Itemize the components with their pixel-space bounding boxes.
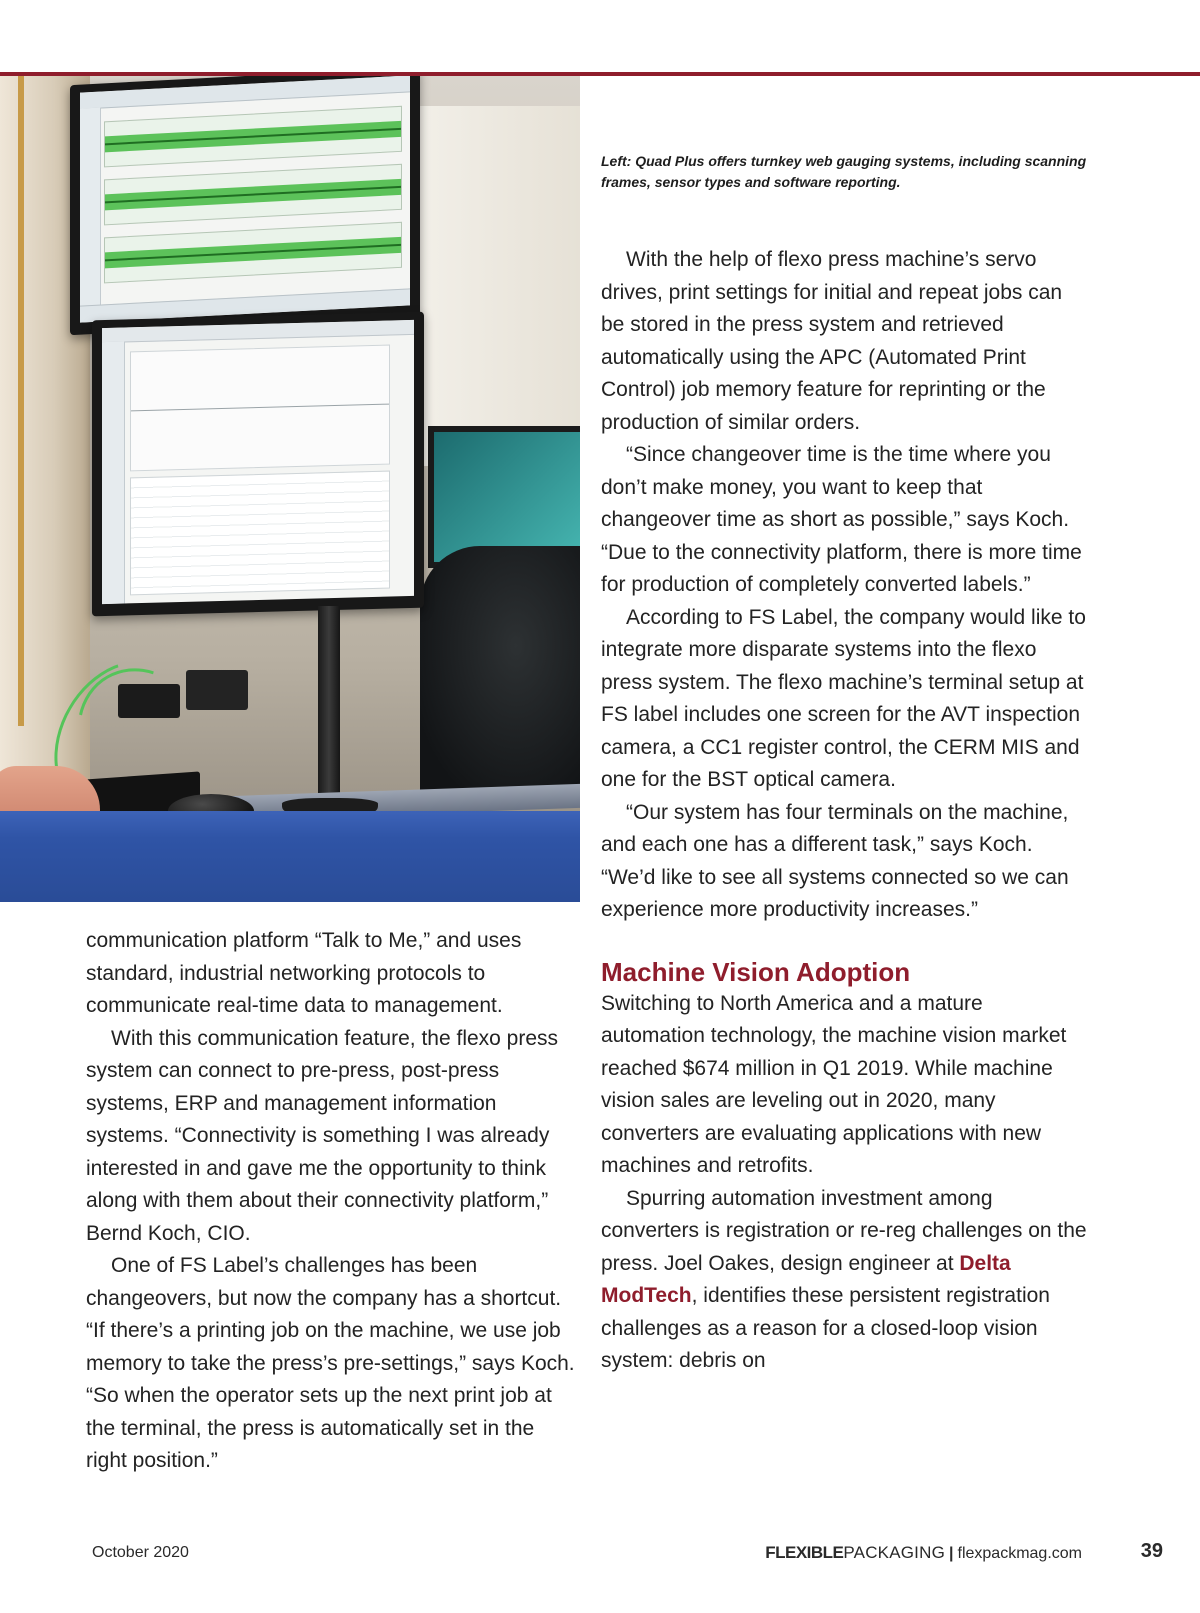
top-monitor: [70, 76, 420, 335]
company-link[interactable]: Delta ModTech: [601, 1251, 1011, 1307]
paragraph: “Since changeover time is the time where you don’t make money, you want to keep that changeover time as short as possible,” says Koch. “Due to the connectivity platform, there is more time for production of completely converted labels.”: [601, 443, 1082, 596]
page-number: 39: [1140, 1540, 1163, 1562]
article-photo: [0, 76, 580, 902]
page-footer: [0, 1540, 1200, 1566]
magazine-name-bold: FLEXIBLE: [765, 1543, 844, 1562]
issue-date: October 2020: [92, 1544, 189, 1561]
paragraph: According to FS Label, the company would like to integrate more disparate systems into the flexo press system. The flexo machine’s terminal setup at FS label includes one screen for the AVT inspection camera, a CC1 register control, the CERM MIS and one for the BST optical camera.: [601, 605, 1086, 791]
left-column: [86, 925, 576, 1478]
booth-wall: [420, 106, 580, 466]
magazine-name: [765, 1543, 1082, 1563]
right-column: [601, 244, 1091, 1378]
software-toolbar: [102, 320, 414, 343]
gauge-trace: [104, 164, 402, 226]
software-sidebar: [102, 341, 125, 604]
photo-caption: Left: Quad Plus offers turnkey web gauging systems, including scanning frames, sensor types and software reporting.: [601, 153, 1087, 190]
footer-separator: |: [949, 1545, 954, 1562]
network-device: [118, 684, 180, 718]
software-sidebar: [80, 108, 101, 323]
gauge-trace: [104, 222, 402, 284]
paragraph: communication platform “Talk to Me,” and uses standard, industrial networking protocols to communicate real-time data to management.: [86, 929, 522, 1017]
paragraph-text: Spurring automation investment among converters is registration or re-reg challenges on the press. Joel Oakes, design engineer at: [601, 1186, 1087, 1275]
monitor-stand-base: [282, 798, 378, 812]
paragraph: With this communication feature, the flexo press system can connect to pre-press, post-press systems, ERP and management information systems. “Connectivity is something I was already interested in and gave me the opportunity to think along with them about their connectivity platform,” Bernd Koch, CIO.: [86, 1026, 559, 1245]
paragraph: One of FS Label’s challenges has been changeovers, but now the company has a shortcut. “If there’s a printing job on the machine, we use job memory to take the press’s pre-settings,” says Koch. “So when the operator sets up the next print job at the terminal, the press is automatically set in the right position.”: [86, 1254, 575, 1472]
report-software-screen: [102, 320, 414, 604]
booth-column-stripe: [18, 76, 24, 726]
plot-pane: [130, 345, 390, 472]
network-device: [186, 670, 248, 710]
paragraph-text: , identifies these persistent registration challenges as a reason for a closed-loop vision system: debris on: [601, 1284, 1050, 1372]
data-grid: [130, 471, 390, 596]
paragraph: Switching to North America and a mature automation technology, the machine vision market reached $674 million in Q1 2019. While machine vision sales are leveling out in 2020, many converters are evaluating applications with new machines and retrofits.: [601, 991, 1067, 1177]
software-toolbar: [80, 76, 410, 110]
magazine-name-regular: PACKAGING: [843, 1543, 946, 1562]
paragraph: [601, 1183, 1091, 1378]
gauge-trace: [104, 106, 402, 168]
paragraph: “Our system has four terminals on the machine, and each one has a different task,” says Koch. “We’d like to see all systems connected so we can experience more productivity increases.”: [601, 800, 1069, 921]
gauging-software-screen: [80, 76, 410, 323]
section-heading: Machine Vision Adoption: [601, 956, 911, 987]
monitor-stand: [318, 606, 340, 806]
blue-desk-front: [0, 811, 580, 902]
booth-dark-panel: [420, 546, 580, 796]
website-link[interactable]: flexpackmag.com: [957, 1545, 1082, 1562]
paragraph: With the help of flexo press machine’s servo drives, print settings for initial and repeat jobs can be stored in the press system and retrieved automatically using the APC (Automated Print Control) job memory feature for reprinting or the production of similar orders.: [601, 248, 1063, 434]
bottom-monitor: [92, 312, 424, 617]
